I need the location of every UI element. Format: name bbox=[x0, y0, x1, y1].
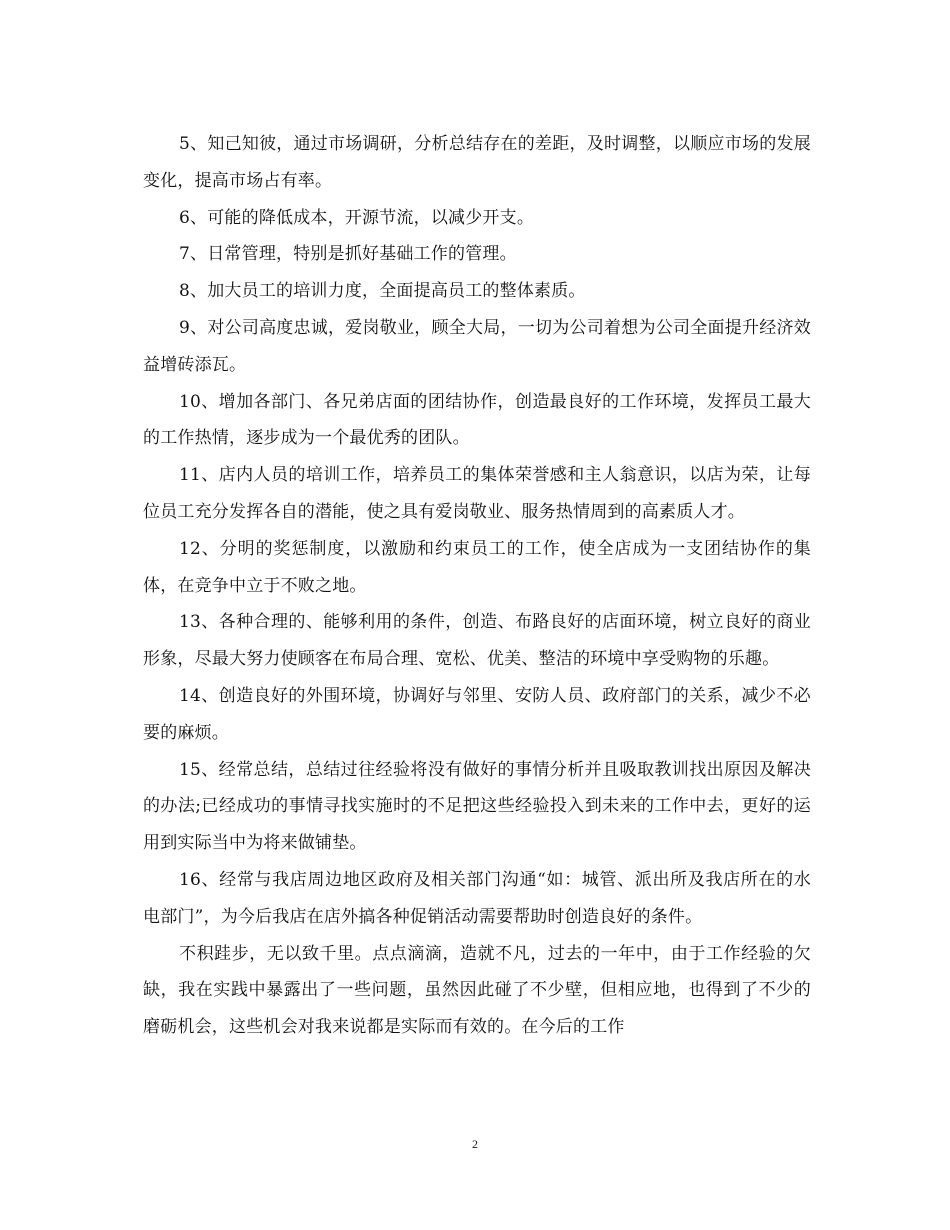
paragraph-item-9: 9、对公司高度忠诚，爱岗敬业，顾全大局，一切为公司着想为公司全面提升经济效益增砖添瓦。 bbox=[143, 317, 811, 375]
paragraph-item-16: 16、经常与我店周边地区政府及相关部门沟通“如：城管、派出所及我店所在的水电部门”，为今后我店在店外搞各种促销活动需要帮助时创造良好的条件。 bbox=[143, 869, 811, 927]
paragraph-item-15: 15、经常总结，总结过往经验将没有做好的事情分析并且吸取教训找出原因及解决的办法;已经成功的事情寻找实施时的不足把这些经验投入到未来的工作中去，更好的运用到实际当中为将来做铺垫。 bbox=[143, 759, 811, 854]
paragraph-item-11: 11、店内人员的培训工作，培养员工的集体荣誉感和主人翁意识，以店为荣，让每位员工充分发挥各自的潜能，使之具有爱岗敬业、服务热情周到的高素质人才。 bbox=[143, 465, 811, 522]
paragraph-item-10: 10、增加各部门、各兄弟店面的团结协作，创造最良好的工作环境，发挥员工最大的工作热情，逐步成为一个最优秀的团队。 bbox=[143, 391, 811, 449]
paragraph-item-13: 13、各种合理的、能够利用的条件，创造、布路良好的店面环境，树立良好的商业形象，尽最大努力使顾客在布局合理、宽松、优美、整洁的环境中享受购物的乐趣。 bbox=[143, 612, 811, 670]
paragraph-item-14: 14、创造良好的外围环境，协调好与邻里、安防人员、政府部门的关系，减少不必要的麻烦。 bbox=[143, 685, 811, 743]
paragraph-item-7: 7、日常管理，特别是抓好基础工作的管理。 bbox=[179, 244, 517, 265]
paragraph-conclusion: 不积跬步，无以致千里。点点滴滴，造就不凡，过去的一年中，由于工作经验的欠缺，我在实践中暴露出了一些问题，虽然因此碰了不少壁，但相应地，也得到了不少的磨砺机会，这些机会对我来说都是实际而有效的。在今后的工作 bbox=[143, 943, 811, 1038]
document-body bbox=[143, 126, 811, 1046]
paragraph-item-6: 6、可能的降低成本，开源节流，以减少开支。 bbox=[179, 207, 535, 228]
paragraph-item-5: 5、知己知彼，通过市场调研，分析总结存在的差距，及时调整，以顺应市场的发展变化，提高市场占有率。 bbox=[143, 134, 811, 191]
page-number: 2 bbox=[472, 1137, 478, 1151]
paragraph-item-12: 12、分明的奖惩制度，以激励和约束员工的工作，使全店成为一支团结协作的集体，在竞争中立于不败之地。 bbox=[143, 538, 811, 596]
paragraph-item-8: 8、加大员工的培训力度，全面提高员工的整体素质。 bbox=[179, 281, 586, 302]
